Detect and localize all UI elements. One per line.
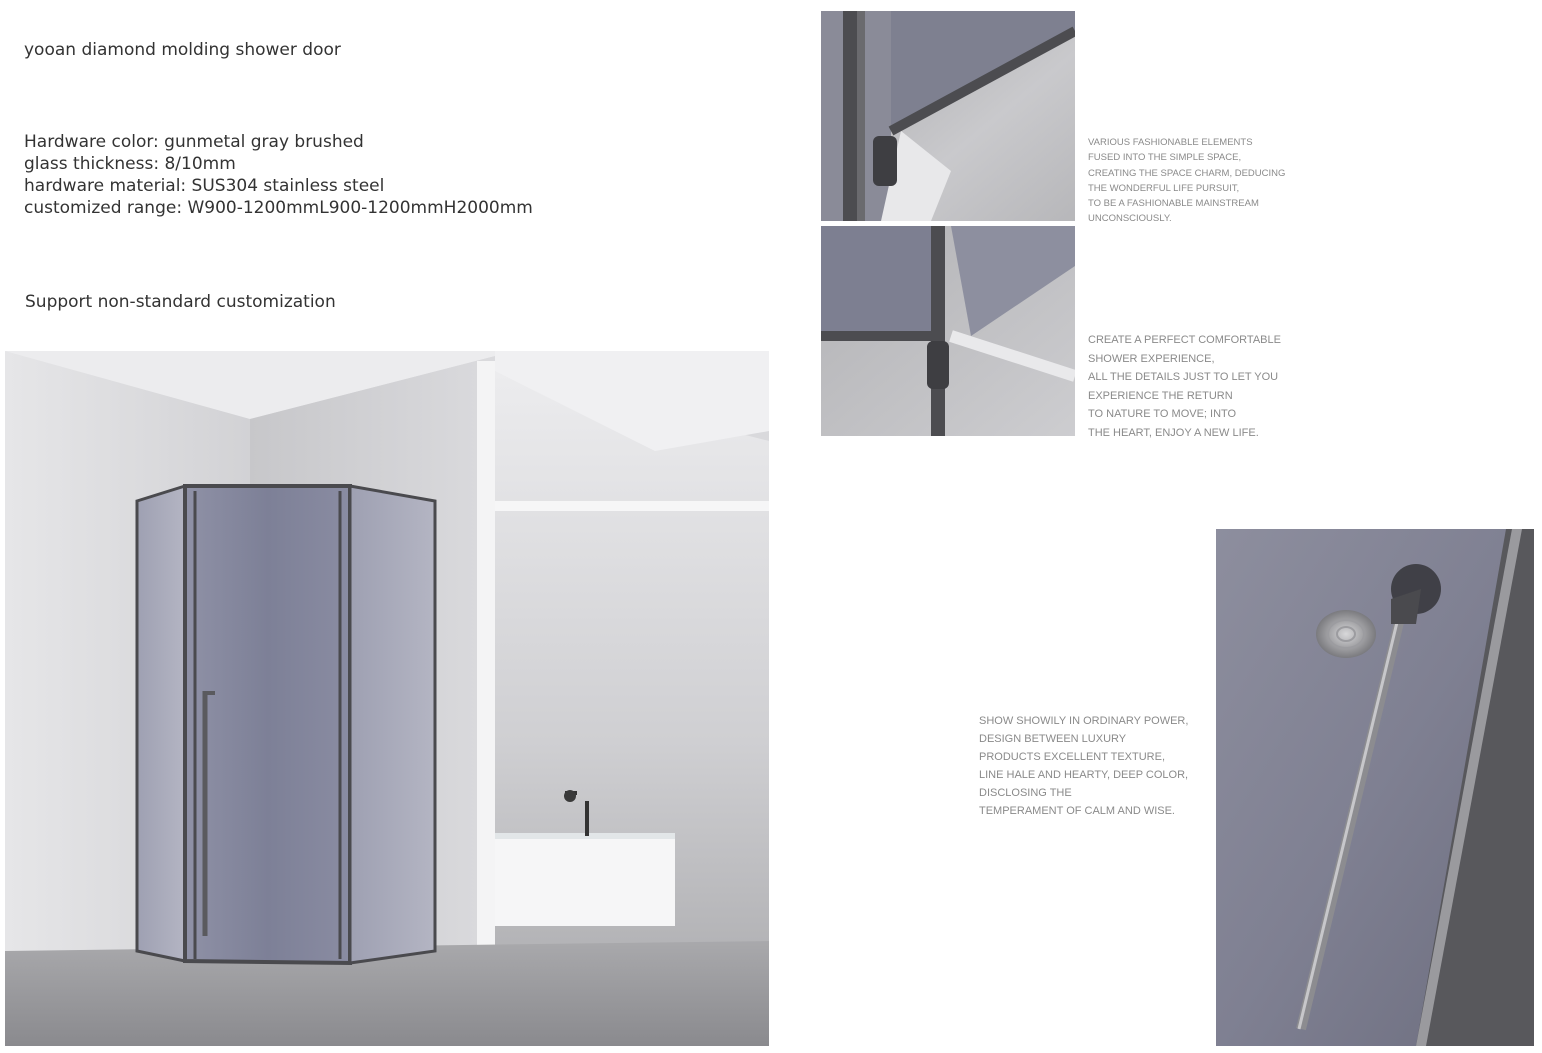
caption-line: TEMPERAMENT OF CALM AND WISE.	[979, 804, 1175, 817]
caption-line: SHOWER EXPERIENCE,	[1088, 352, 1215, 365]
caption-line: THE HEART, ENJOY A NEW LIFE.	[1088, 426, 1259, 439]
spec-list	[24, 131, 533, 219]
caption-shower-experience	[1088, 331, 1281, 443]
hinge-detail-photo	[821, 11, 1075, 221]
caption-line: EXPERIENCE THE RETURN	[1088, 389, 1233, 402]
caption-line: CREATING THE SPACE CHARM, DEDUCING	[1088, 167, 1286, 179]
caption-line: THE WONDERFUL LIFE PURSUIT,	[1088, 182, 1240, 194]
spec-hardware-material: hardware material: SUS304 stainless steel	[24, 176, 385, 196]
caption-line: UNCONSCIOUSLY.	[1088, 213, 1172, 225]
caption-line: VARIOUS FASHIONABLE ELEMENTS	[1088, 137, 1253, 148]
caption-line: PRODUCTS EXCELLENT TEXTURE,	[979, 750, 1166, 763]
caption-line: FUSED INTO THE SIMPLE SPACE,	[1088, 152, 1242, 164]
handle-detail-photo	[1216, 529, 1534, 1046]
caption-line: TO BE A FASHIONABLE MAINSTREAM	[1088, 198, 1259, 210]
caption-fashion-elements	[1088, 135, 1285, 227]
spec-customized-range: customized range: W900-1200mmL900-1200mmH2000mm	[24, 198, 533, 218]
caption-line: TO NATURE TO MOVE; INTO	[1088, 408, 1237, 421]
spec-glass-thickness: glass thickness: 8/10mm	[24, 154, 236, 174]
spec-hardware-color: Hardware color: gunmetal gray brushed	[24, 132, 364, 152]
bottom-hinge-detail-photo	[821, 226, 1075, 436]
shower-room-photo	[5, 351, 769, 1046]
caption-luxury-design	[979, 713, 1188, 820]
caption-line: ALL THE DETAILS JUST TO LET YOU	[1088, 371, 1279, 384]
caption-line: LINE HALE AND HEARTY, DEEP COLOR,	[979, 768, 1189, 781]
caption-line: SHOW SHOWILY IN ORDINARY POWER,	[979, 715, 1189, 727]
caption-line: CREATE A PERFECT COMFORTABLE	[1088, 334, 1281, 346]
product-title: yooan diamond molding shower door	[24, 40, 341, 60]
support-note: Support non-standard customization	[25, 292, 336, 312]
caption-line: DISCLOSING THE	[979, 786, 1072, 799]
caption-line: DESIGN BETWEEN LUXURY	[979, 732, 1127, 745]
